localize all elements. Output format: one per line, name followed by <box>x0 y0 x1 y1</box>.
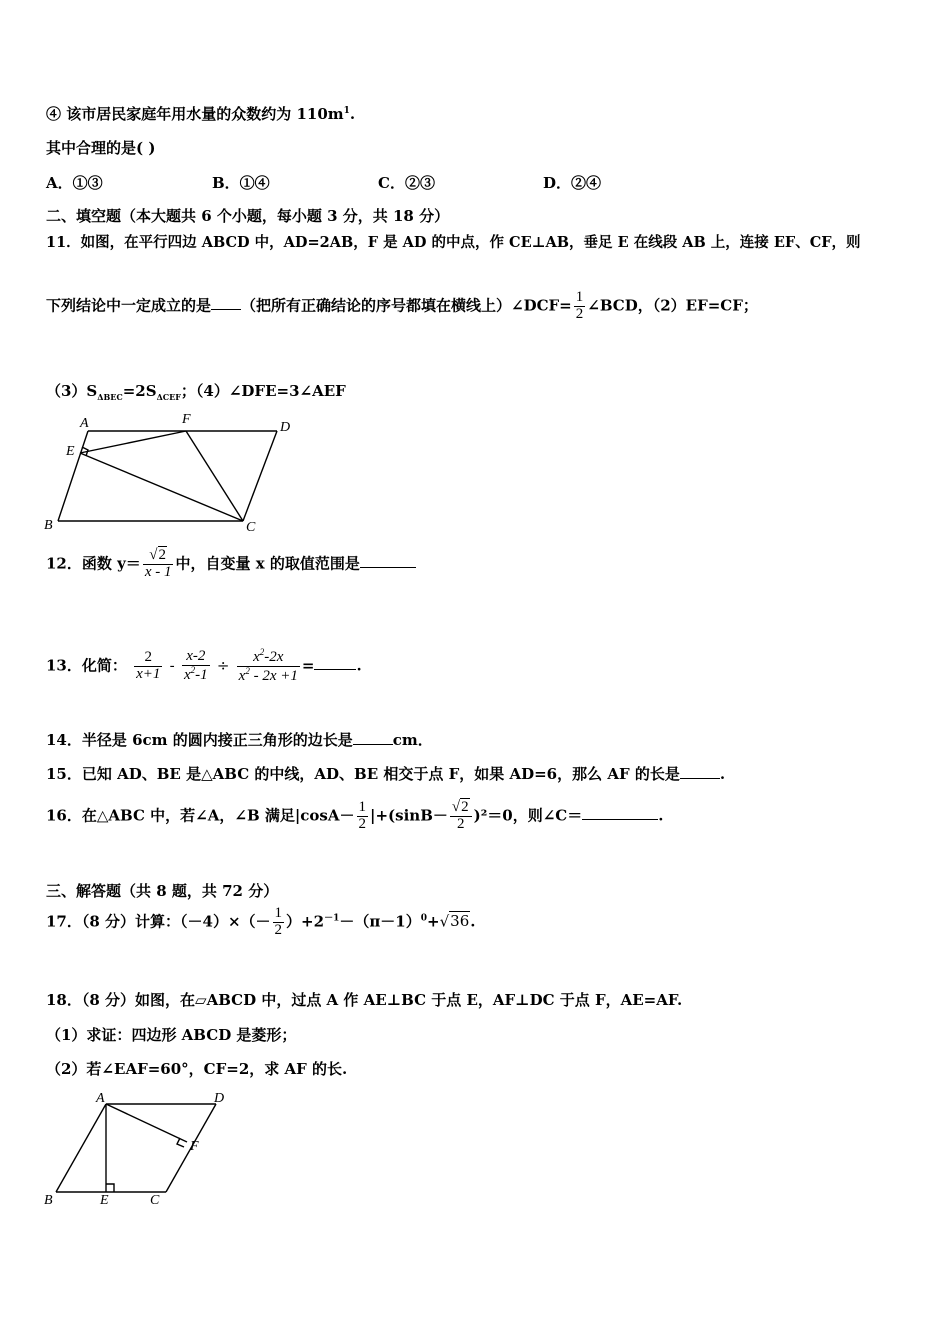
q18-segment-af <box>106 1104 187 1142</box>
q18-label-d: D <box>214 1091 225 1106</box>
q12-answer-blank[interactable] <box>360 552 416 568</box>
q16-line: 16．在△ABC 中，若∠A，∠B 满足|cosA－ $\frac{1}{2}$ |+(sinB－ $\frac{√2}{2}$ )²＝0，则∠C＝ . <box>46 799 664 832</box>
q13-answer-blank[interactable] <box>314 654 356 670</box>
q15-line: 15．已知 AD、BE 是△ABC 的中线，AD、BE 相交于点 F，如果 AD=6，那么 AF 的长是 . <box>46 765 726 783</box>
q13-fraction-1: $\frac{2}{x+1}$ <box>136 649 161 682</box>
q11-line2: 下列结论中一定成立的是 （把所有正确结论的序号都填在横线上）∠DCF= $\frac{1}{2}$ ∠BCD，（2）EF=CF； <box>46 289 758 322</box>
q18-label-e: E <box>100 1193 109 1208</box>
q17-fraction: $\frac{1}{2}$ <box>274 905 283 938</box>
q16-answer-blank[interactable] <box>582 804 658 820</box>
q10-option-c: C．②③ <box>378 174 435 192</box>
q15-answer-blank[interactable] <box>680 763 720 779</box>
q18-line1: 18．（8 分）如图，在▱ABCD 中，过点 A 作 AE⊥BC 于点 E，AF⊥DC 于点 F，AE=AF. <box>46 991 683 1009</box>
q18-figure <box>40 1088 240 1212</box>
q14-answer-blank[interactable] <box>353 729 393 745</box>
q10-option-a: A．①③ <box>46 174 103 192</box>
q11-line3: $(3)S_{\Delta BEC}=2S_{\Delta CEF}$；（4）∠DFE=3∠AEF <box>46 382 346 402</box>
q18-label-a: A <box>96 1091 105 1106</box>
q14-line: 14．半径是 6cm 的圆内接正三角形的边长是 cm． <box>46 731 433 749</box>
q10-option-b: B．①④ <box>212 174 270 192</box>
q11-side-dc <box>243 431 277 521</box>
q18-label-c: C <box>150 1193 160 1208</box>
q11-segment-fc <box>186 431 243 521</box>
q11-answer-blank[interactable] <box>211 294 241 310</box>
q17-sqrt: √36 <box>439 912 470 931</box>
q18-side-ba <box>56 1104 106 1192</box>
q13-fraction-2: $\frac{x-2}{x^2-1}$ <box>183 648 208 683</box>
section2-title: 二、填空题（本大题共 6 个小题，每小题 3 分，共 18 分） <box>46 207 450 225</box>
q11-label-e: E <box>66 444 75 459</box>
q16-fraction-2: $\frac{√2}{2}$ <box>450 800 472 833</box>
q11-figure <box>40 405 310 535</box>
q18-label-f: F <box>190 1139 199 1154</box>
q12-fraction: $\frac{√2}{x - 1}$ <box>144 547 172 580</box>
q11-line1: 11．如图，在平行四边 ABCD 中，AD=2AB，F 是 AD 的中点，作 CE⊥AB，垂足 E 在线段 AB 上，连接 EF、CF，则 <box>46 234 861 251</box>
q11-fraction: $\frac{1}{2}$ <box>575 289 584 322</box>
q11-label-f: F <box>182 412 191 427</box>
q11-segment-ec <box>80 453 243 521</box>
q13-fraction-3: $\frac{x^2-2x}{x^2 - 2x +1}$ <box>238 647 298 684</box>
q10-option-d: D．②④ <box>543 174 602 192</box>
q18-label-b: B <box>44 1193 53 1208</box>
q11-label-b: B <box>44 518 53 533</box>
q11-label-c: C <box>246 520 256 535</box>
section3-title: 三、解答题（共 8 题，共 72 分） <box>46 882 279 900</box>
q16-fraction-1: $\frac{1}{2}$ <box>358 799 367 832</box>
q12-line: 12．函数 y＝ $\frac{√2}{x - 1}$ 中，自变量 x 的取值范围是 <box>46 548 416 581</box>
q11-segment-ef <box>80 431 186 453</box>
q10-item4: ④ 该市居民家庭年用水量的众数约为 $110m^1$. <box>46 105 356 123</box>
q11-label-d: D <box>280 420 291 435</box>
q11-label-a: A <box>80 416 89 431</box>
q18-right-angle-e <box>106 1184 114 1192</box>
q13-line: 13．化简： $\frac{2}{x+1}$ - $\frac{x-2}{x^2-1}$ ÷ $\frac{x^2-2x}{x^2 - 2x +1}$ = . <box>46 647 362 684</box>
q18-part2: （2）若∠EAF=60°，CF=2，求 AF 的长. <box>46 1060 348 1078</box>
q10-question: 其中合理的是( ) <box>46 139 156 157</box>
q18-part1: （1）求证：四边形 ABCD 是菱形； <box>46 1026 297 1044</box>
q17-line: 17．（8 分）计算：（－4）×（－ $\frac{1}{2}$ ）$+2^{-1}-(\pi-1)^0+√36$. <box>46 905 476 938</box>
